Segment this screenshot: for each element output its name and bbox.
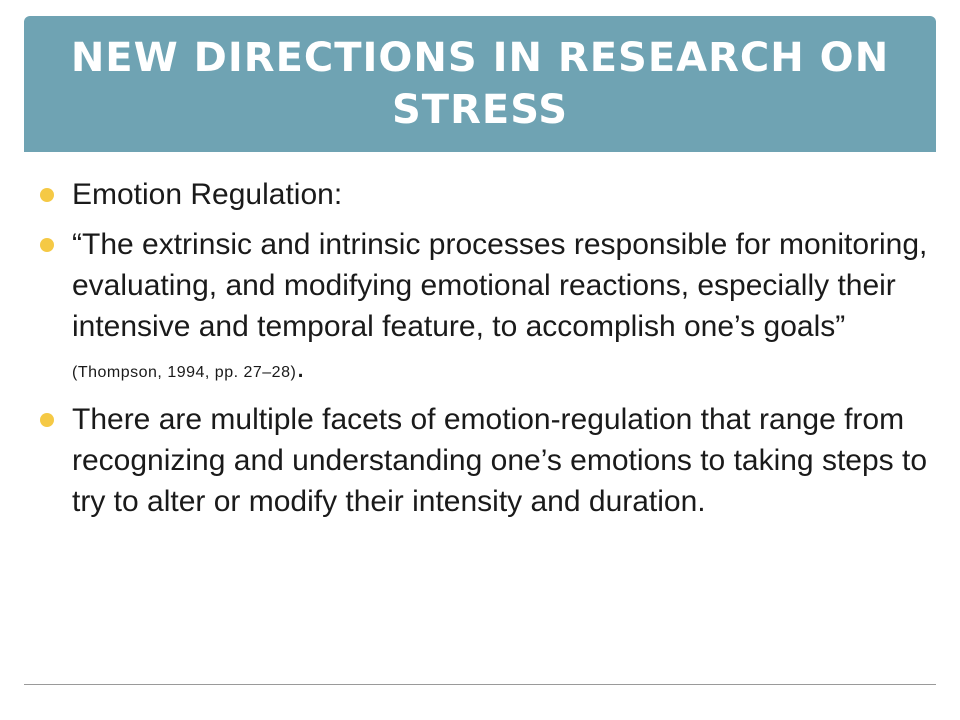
- bullet-list: [38, 174, 928, 522]
- slide-title: NEW DIRECTIONS IN RESEARCH ON STRESS: [70, 35, 890, 133]
- bullet-dot-icon: [40, 413, 54, 427]
- bullet-end-punctuation: .: [296, 351, 305, 384]
- bullet-text: Emotion Regulation:: [72, 178, 343, 211]
- bullet-item-emotion-regulation: [38, 174, 928, 215]
- bullet-dot-icon: [40, 188, 54, 202]
- title-bar: [24, 16, 936, 152]
- bullet-dot-icon: [40, 238, 54, 252]
- bullet-item-facets: [38, 399, 928, 522]
- bullet-text: “The extrinsic and intrinsic processes responsible for monitoring, evaluating, and modifying emotional reactions, especially their intensive and temporal feature, to accomplish one’s goals”: [72, 228, 928, 343]
- bullet-item-definition: [38, 224, 928, 393]
- bullet-text: There are multiple facets of emotion-regulation that range from recognizing and understanding one’s emotions to taking steps to try to alter or modify their intensity and duration.: [72, 403, 928, 518]
- footer-divider: [24, 684, 936, 685]
- citation: (Thompson, 1994, pp. 27–28): [72, 364, 297, 381]
- slide-body: [38, 174, 928, 531]
